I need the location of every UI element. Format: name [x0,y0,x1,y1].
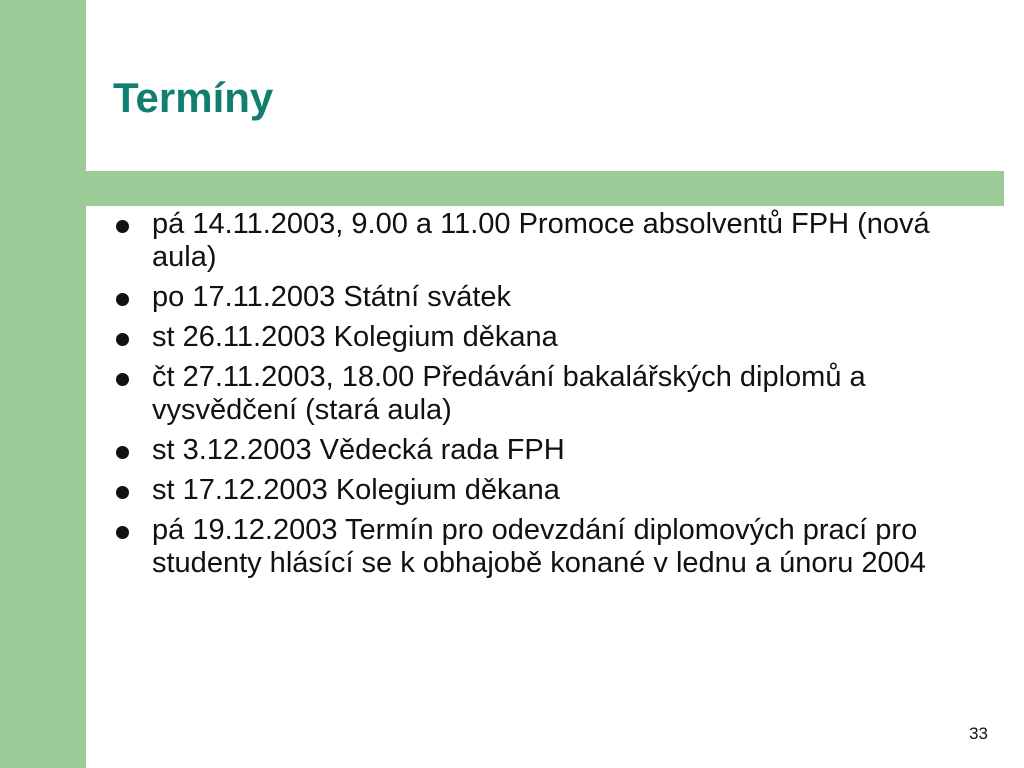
bullet-item [113,474,973,507]
bullet-text: čt 27.11.2003, 18.00 Předávání bakalářských diplomů a vysvědčení (stará aula) [152,361,866,426]
bullet-text: st 17.12.2003 Kolegium děkana [152,474,560,506]
bullet-item [113,361,973,427]
bullet-item [113,514,973,580]
bullet-item [113,208,973,274]
bullet-item [113,281,973,314]
page-number: 33 [969,724,988,743]
bullet-item [113,434,973,467]
title-divider-bar [86,171,1004,206]
bullet-dot-icon [116,373,129,386]
bullet-item [113,321,973,354]
left-accent-bar [0,0,86,768]
bullet-dot-icon [116,446,129,459]
bullet-list [113,208,973,587]
bullet-text: pá 19.12.2003 Termín pro odevzdání diplomových prací pro studenty hlásící se k obhajobě konané v lednu a únoru 2004 [152,514,926,579]
bullet-text: pá 14.11.2003, 9.00 a 11.00 Promoce absolventů FPH (nová aula) [152,208,930,273]
bullet-dot-icon [116,486,129,499]
bullet-text: st 3.12.2003 Vědecká rada FPH [152,434,565,466]
bullet-dot-icon [116,526,129,539]
slide-title: Termíny [113,74,274,121]
bullet-text: st 26.11.2003 Kolegium děkana [152,321,558,353]
bullet-dot-icon [116,333,129,346]
bullet-text: po 17.11.2003 Státní svátek [152,281,512,313]
bullet-dot-icon [116,220,129,233]
bullet-dot-icon [116,293,129,306]
